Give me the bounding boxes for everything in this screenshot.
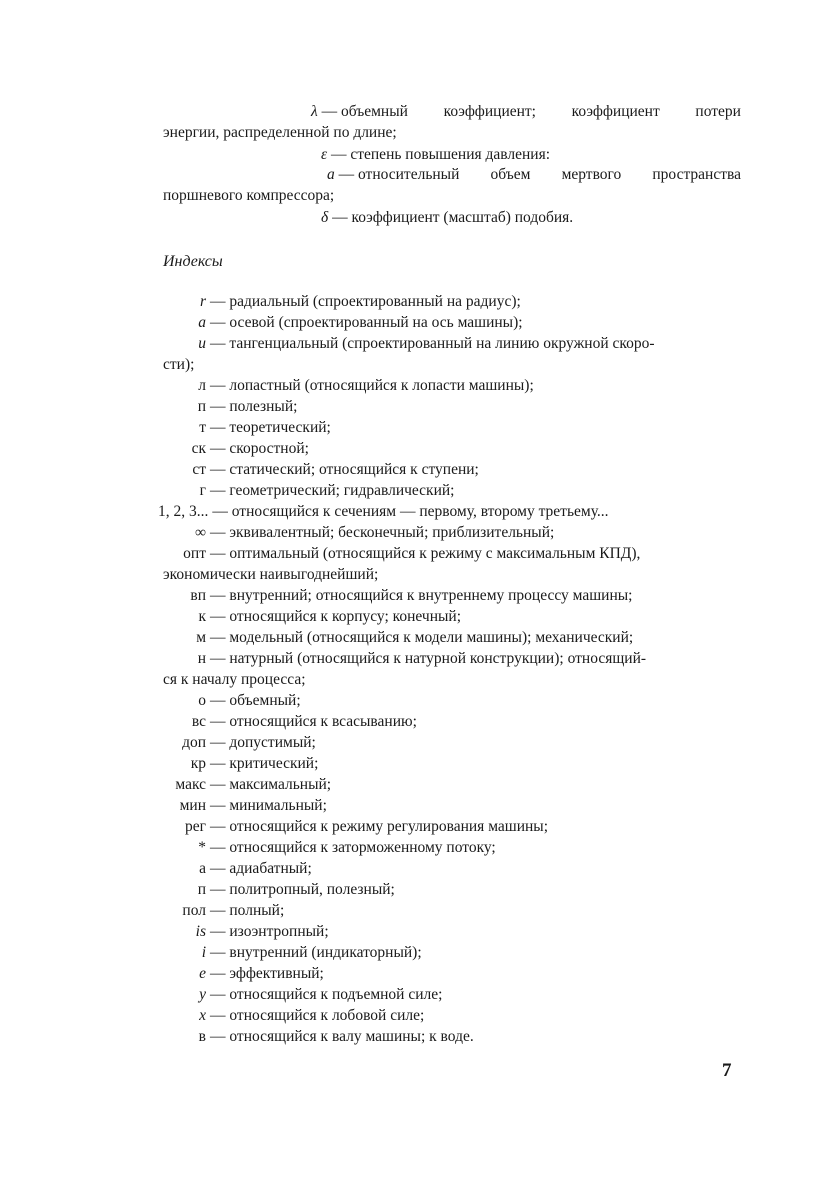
index-symbol: л — [198, 377, 206, 394]
index-entry — [140, 460, 479, 480]
index-definition: — относящийся к сечениям — первому, второму третьему... — [212, 503, 609, 520]
index-symbol: доп — [182, 734, 206, 751]
index-entry — [140, 376, 534, 396]
index-definition: — внутренний (индикаторный); — [210, 944, 422, 961]
index-symbol: ск — [191, 440, 206, 457]
index-entry — [158, 502, 609, 522]
index-definition: — натурный (относящийся к натурной конструкции); относящий- — [210, 650, 647, 667]
index-definition: — радиальный (спроектированный на радиус); — [210, 293, 521, 310]
index-symbol: y — [199, 986, 206, 1003]
word: коэффициент; — [443, 103, 536, 120]
index-entry — [140, 922, 329, 942]
index-definition: — геометрический; гидравлический; — [210, 482, 455, 499]
lambda-symbol: λ — [311, 103, 318, 120]
index-definition: — объемный; — [210, 692, 301, 709]
index-symbol: u — [198, 335, 206, 352]
index-definition: — относящийся к корпусу; конечный; — [210, 608, 462, 625]
index-definition: — относящийся к валу машины; к воде. — [210, 1028, 474, 1045]
index-definition: — критический; — [210, 755, 319, 772]
index-symbol: r — [199, 293, 206, 310]
index-symbol: кр — [190, 755, 206, 772]
index-definition: — полный; — [210, 902, 285, 919]
index-definition-continuation: ся к началу процесса; — [163, 671, 306, 688]
index-entry — [140, 775, 331, 795]
index-symbol: п — [197, 881, 206, 898]
index-entry — [140, 838, 496, 858]
index-symbol: ∞ — [194, 524, 206, 541]
index-definition: — минимальный; — [210, 797, 327, 814]
index-symbol: вс — [191, 713, 206, 730]
index-definition: — относящийся к всасыванию; — [210, 713, 417, 730]
index-definition: — адиабатный; — [210, 860, 312, 877]
index-symbol: н — [197, 650, 206, 667]
index-definition: — допустимый; — [210, 734, 316, 751]
word: мертвого — [561, 166, 622, 183]
index-symbol: a — [198, 314, 206, 331]
index-symbol: e — [199, 965, 206, 982]
index-entry — [140, 859, 312, 879]
index-symbol: к — [198, 608, 206, 625]
index-definition: — политропный, полезный; — [210, 881, 395, 898]
section-heading: Индексы — [163, 253, 223, 270]
index-symbol: ст — [192, 461, 206, 478]
index-definition: — эквивалентный; бесконечный; приблизительный; — [210, 524, 555, 541]
index-entry — [163, 565, 378, 585]
index-symbol: вп — [190, 587, 206, 604]
index-entry — [140, 964, 324, 984]
index-definition: — статический; относящийся к ступени; — [210, 461, 479, 478]
index-definition: — модельный (относящийся к модели машины); механический; — [210, 629, 634, 646]
index-definition: — оптимальный (относящийся к режиму с максимальным КПД), — [210, 545, 641, 562]
index-symbol: 1, 2, 3... — [158, 503, 209, 520]
index-definition: — относящийся к режиму регулирования машины; — [210, 818, 549, 835]
index-symbol: i — [201, 944, 206, 961]
index-definition: — теоретический; — [210, 419, 331, 436]
index-entry — [140, 796, 327, 816]
index-entry — [140, 544, 640, 564]
index-symbol: т — [199, 419, 206, 436]
index-symbol: макс — [175, 776, 206, 793]
index-symbol: x — [199, 1007, 206, 1024]
index-definition: — полезный; — [210, 398, 298, 415]
word: пространства — [652, 166, 741, 183]
word: относительный — [358, 166, 460, 183]
epsilon-symbol: ε — [321, 146, 328, 163]
index-definition: — максимальный; — [210, 776, 332, 793]
word: потери — [695, 103, 741, 120]
index-entry — [140, 439, 309, 459]
index-definition: — тангенциальный (спроектированный на линию окружной скоро- — [210, 335, 655, 352]
index-symbol: опт — [183, 545, 206, 562]
index-entry — [140, 628, 633, 648]
index-symbol: а — [199, 860, 206, 877]
index-symbol: г — [199, 482, 206, 499]
index-definition: — внутренний; относящийся к внутреннему процессу машины; — [210, 587, 633, 604]
dash: — — [321, 103, 338, 120]
page-number: 7 — [722, 1060, 732, 1081]
word: объем — [490, 166, 531, 183]
index-symbol: рег — [185, 818, 206, 835]
index-entry — [140, 586, 633, 606]
index-entry — [140, 985, 442, 1005]
index-definition: — изоэнтропный; — [210, 923, 329, 940]
index-entry — [140, 418, 331, 438]
index-definition-continuation: экономически наивыгоднейший; — [163, 566, 379, 583]
index-definition: — лопастный (относящийся к лопасти машины); — [210, 377, 534, 394]
index-symbol: is — [195, 923, 206, 940]
index-entry — [140, 481, 454, 501]
index-definition: — скоростной; — [210, 440, 309, 457]
index-entry — [140, 943, 422, 963]
index-entry — [140, 313, 523, 333]
index-symbol: в — [198, 1028, 206, 1045]
index-entry — [140, 649, 646, 669]
intro-line-epsilon — [321, 145, 550, 165]
index-symbol: * — [198, 839, 206, 856]
word: коэффициент — [571, 103, 660, 120]
intro-line-energy: энергии, распределенной по длине; — [163, 124, 397, 141]
index-definition: — осевой (спроектированный на ось машины); — [210, 314, 523, 331]
index-definition: — относящийся к подъемной силе; — [210, 986, 443, 1003]
index-symbol: пол — [182, 902, 206, 919]
index-entry — [140, 901, 284, 921]
word: объемный — [340, 103, 408, 120]
index-symbol: м — [196, 629, 206, 646]
index-entry — [140, 817, 548, 837]
index-entry — [140, 712, 417, 732]
definition-text: — коэффициент (масштаб) подобия. — [332, 209, 574, 226]
index-definition: — относящийся к лобовой силе; — [210, 1007, 425, 1024]
index-definition: — эффективный; — [210, 965, 324, 982]
intro-line-compressor: поршневого компрессора; — [163, 187, 335, 204]
index-definition: — относящийся к заторможенному потоку; — [210, 839, 496, 856]
index-entry — [140, 1027, 474, 1047]
index-entry — [140, 292, 521, 312]
index-symbol: мин — [179, 797, 206, 814]
index-entry — [140, 733, 316, 753]
index-definition-continuation: сти); — [163, 356, 195, 373]
index-entry — [140, 691, 301, 711]
index-symbol: о — [198, 692, 206, 709]
intro-line-delta — [321, 208, 573, 228]
index-entry — [163, 670, 306, 690]
index-entry — [140, 1006, 424, 1026]
index-symbol: п — [197, 398, 206, 415]
index-entry — [140, 607, 461, 627]
index-entry — [140, 754, 318, 774]
index-entry — [140, 397, 297, 417]
dash: — — [338, 166, 355, 183]
intro-line-alpha — [327, 165, 741, 185]
index-entry — [163, 355, 194, 375]
definition-text: — степень повышения давления: — [330, 146, 551, 163]
index-entry — [140, 523, 554, 543]
index-entry — [140, 880, 395, 900]
delta-symbol: δ — [321, 209, 329, 226]
index-entry — [140, 334, 655, 354]
alpha-symbol: a — [327, 166, 335, 183]
intro-line-lambda — [311, 102, 741, 122]
